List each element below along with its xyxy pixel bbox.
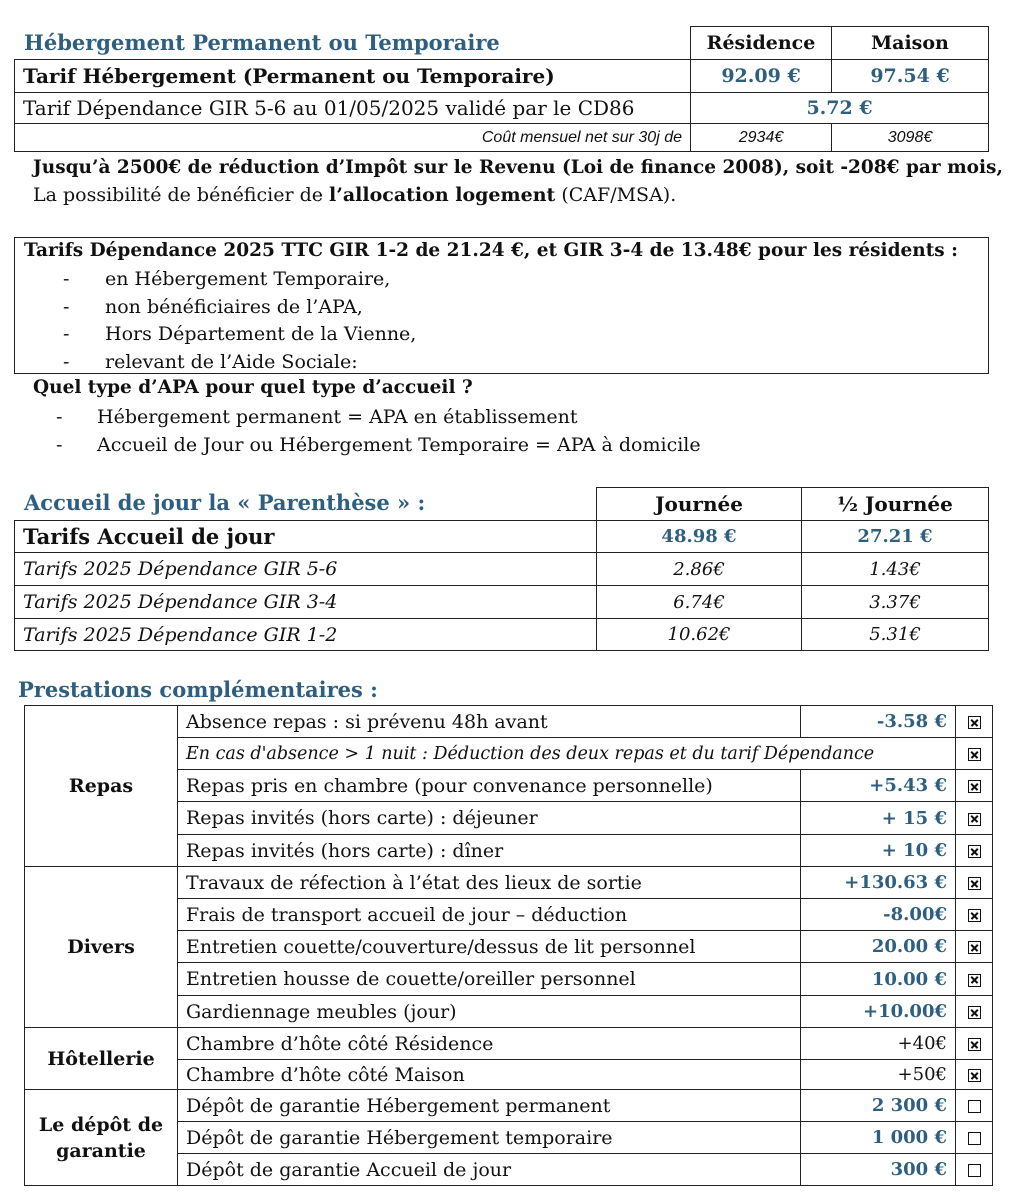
checked-box-icon — [968, 716, 981, 729]
checked-box-icon — [968, 845, 981, 858]
prestation-price: 300 € — [801, 1154, 956, 1186]
group-repas: Repas — [25, 706, 178, 867]
accueil-table — [14, 487, 989, 651]
accueil-title: Accueil de jour la « Parenthèse » : — [24, 490, 426, 515]
prestation-checkbox[interactable] — [956, 802, 993, 835]
checked-box-icon — [968, 974, 981, 987]
prestation-price: 2 300 € — [801, 1090, 956, 1122]
prestation-price: 10.00 € — [801, 963, 956, 996]
accueil-row-journee: 2.86€ — [597, 553, 802, 586]
col-residence: Résidence — [691, 27, 832, 60]
col-demi-journee: ½ Journée — [802, 488, 989, 521]
col-journee: Journée — [597, 488, 802, 521]
heberg-title: Hébergement Permanent ou Temporaire — [24, 30, 500, 55]
cout-mensuel-residence: 2934€ — [691, 124, 832, 152]
prestation-label: Dépôt de garantie Accueil de jour — [178, 1154, 801, 1186]
prestation-price: -8.00€ — [801, 899, 956, 931]
prestation-checkbox[interactable] — [956, 770, 993, 802]
tarif-hebergement-residence: 92.09 € — [691, 60, 832, 93]
prestation-price: +50€ — [801, 1060, 956, 1090]
heberg-table — [14, 26, 989, 152]
prestation-checkbox[interactable] — [956, 1090, 993, 1122]
prestation-checkbox[interactable] — [956, 1028, 993, 1060]
group-hotellerie: Hôtellerie — [25, 1028, 178, 1090]
list-item: - relevant de l’Aide Sociale: — [63, 350, 358, 373]
accueil-row-demi: 1.43€ — [802, 553, 989, 586]
impot-line: Jusqu’à 2500€ de réduction d’Impôt sur le Revenu (Loi de finance 2008), soit -208€ par mois, — [33, 157, 1003, 178]
prestations-title: Prestations complémentaires : — [18, 677, 378, 702]
apa-list — [56, 403, 701, 459]
dependance-box — [14, 237, 989, 374]
checked-box-icon — [968, 941, 981, 954]
col-maison: Maison — [832, 27, 989, 60]
accueil-row-label: Tarifs Accueil de jour — [15, 521, 597, 553]
accueil-row-label: Tarifs 2025 Dépendance GIR 5-6 — [15, 553, 597, 586]
apa-title: Quel type d’APA pour quel type d’accueil ? — [33, 377, 473, 398]
allocation-line: La possibilité de bénéficier de l’allocation logement (CAF/MSA). — [33, 184, 677, 206]
checked-box-icon — [968, 1006, 981, 1019]
prestation-label: Repas invités (hors carte) : déjeuner — [178, 802, 801, 835]
cout-mensuel-maison: 3098€ — [832, 124, 989, 152]
tarif-dependance-label: Tarif Dépendance GIR 5-6 au 01/05/2025 validé par le CD86 — [15, 93, 691, 124]
prestation-label: Gardiennage meubles (jour) — [178, 996, 801, 1028]
prestation-label: Entretien housse de couette/oreiller personnel — [178, 963, 801, 996]
accueil-row-journee: 6.74€ — [597, 586, 802, 619]
accueil-row-demi: 3.37€ — [802, 586, 989, 619]
checked-box-icon — [968, 748, 981, 761]
accueil-row-journee: 10.62€ — [597, 619, 802, 651]
prestation-label: Absence repas : si prévenu 48h avant — [178, 706, 801, 738]
dependance-list — [63, 266, 416, 376]
prestation-label: Dépôt de garantie Hébergement temporaire — [178, 1122, 801, 1154]
prestation-label: Repas pris en chambre (pour convenance personnelle) — [178, 770, 801, 802]
list-item: - non bénéficiaires de l’APA, — [63, 295, 363, 318]
prestation-checkbox[interactable] — [956, 867, 993, 899]
cout-mensuel-label: Coût mensuel net sur 30j de — [15, 124, 691, 152]
prestation-label: Repas invités (hors carte) : dîner — [178, 835, 801, 867]
prestation-checkbox[interactable] — [956, 899, 993, 931]
prestation-price: +130.63 € — [801, 867, 956, 899]
prestation-price: + 15 € — [801, 802, 956, 835]
tarif-dependance-value: 5.72 € — [691, 93, 989, 124]
prestation-label: Frais de transport accueil de jour – déduction — [178, 899, 801, 931]
prestation-checkbox[interactable] — [956, 1154, 993, 1186]
list-item: - Accueil de Jour ou Hébergement Temporaire = APA à domicile — [56, 434, 701, 456]
checked-box-icon — [968, 813, 981, 826]
empty-box-icon — [968, 1132, 981, 1145]
accueil-row-label: Tarifs 2025 Dépendance GIR 1-2 — [15, 619, 597, 651]
tarif-hebergement-maison: 97.54 € — [832, 60, 989, 93]
prestation-price: +5.43 € — [801, 770, 956, 802]
prestation-checkbox[interactable] — [956, 706, 993, 738]
dependance-title: Tarifs Dépendance 2025 TTC GIR 1-2 de 21.24 €, et GIR 3-4 de 13.48€ pour les résidents : — [24, 240, 958, 261]
checked-box-icon — [968, 877, 981, 890]
checked-box-icon — [968, 1038, 981, 1051]
prestation-price: 1 000 € — [801, 1122, 956, 1154]
prestation-label: Dépôt de garantie Hébergement permanent — [178, 1090, 801, 1122]
prestation-price: +10.00€ — [801, 996, 956, 1028]
prestation-checkbox[interactable] — [956, 996, 993, 1028]
prestation-label: Chambre d’hôte côté Maison — [178, 1060, 801, 1090]
checked-box-icon — [968, 909, 981, 922]
prestation-price: + 10 € — [801, 835, 956, 867]
prestation-checkbox[interactable] — [956, 1122, 993, 1154]
accueil-row-demi: 5.31€ — [802, 619, 989, 651]
prestations-table — [24, 705, 993, 1186]
checked-box-icon — [968, 1069, 981, 1082]
prestation-label: Travaux de réfection à l’état des lieux de sortie — [178, 867, 801, 899]
prestation-checkbox[interactable] — [956, 963, 993, 996]
prestation-label: Entretien couette/couverture/dessus de lit personnel — [178, 931, 801, 963]
prestation-checkbox[interactable] — [956, 835, 993, 867]
prestation-price: 20.00 € — [801, 931, 956, 963]
prestation-checkbox[interactable] — [956, 1060, 993, 1090]
prestation-label: Chambre d’hôte côté Résidence — [178, 1028, 801, 1060]
accueil-row-journee: 48.98 € — [597, 521, 802, 553]
prestation-price: -3.58 € — [801, 706, 956, 738]
prestation-price: +40€ — [801, 1028, 956, 1060]
prestation-checkbox[interactable] — [956, 738, 993, 770]
group-depot: Le dépôt de garantie — [25, 1090, 178, 1186]
checked-box-icon — [968, 780, 981, 793]
group-divers: Divers — [25, 867, 178, 1028]
empty-box-icon — [968, 1164, 981, 1177]
list-item: - Hébergement permanent = APA en établissement — [56, 406, 578, 428]
empty-box-icon — [968, 1100, 981, 1113]
accueil-row-demi: 27.21 € — [802, 521, 989, 553]
tarif-hebergement-label: Tarif Hébergement (Permanent ou Temporaire) — [15, 60, 691, 93]
list-item: - en Hébergement Temporaire, — [63, 268, 391, 290]
prestation-checkbox[interactable] — [956, 931, 993, 963]
prestation-label: En cas d'absence > 1 nuit : Déduction des deux repas et du tarif Dépendance — [178, 738, 956, 770]
list-item: - Hors Département de la Vienne, — [63, 323, 417, 345]
accueil-row-label: Tarifs 2025 Dépendance GIR 3-4 — [15, 586, 597, 619]
